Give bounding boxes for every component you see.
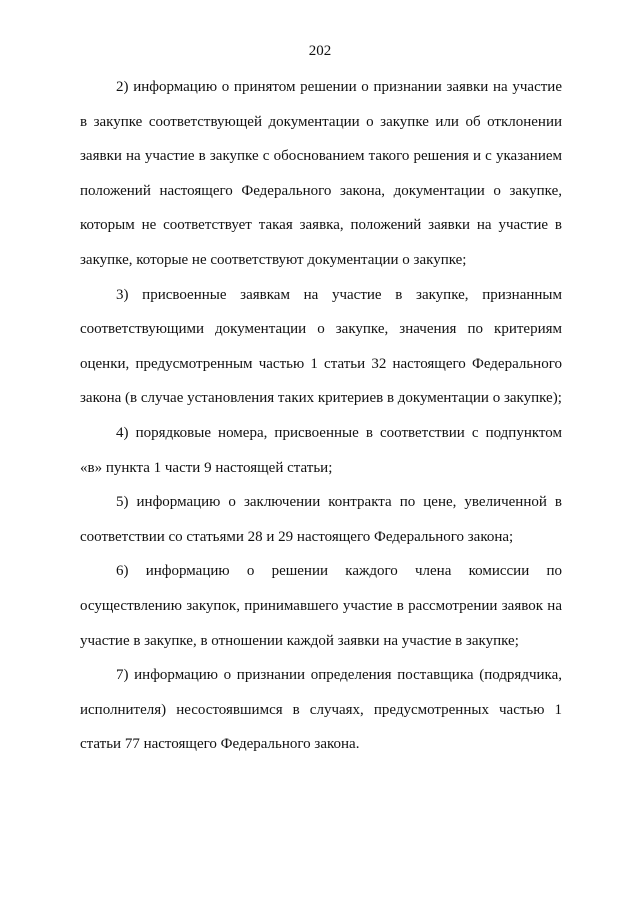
- paragraph-item-6: 6) информацию о решении каждого члена комиссии по осуществлению закупок, принимавшего участие в рассмотрении заявок на участие в закупке, в отношении каждой заявки на участие в закупке;: [80, 563, 562, 649]
- page-number: 202: [308, 43, 332, 59]
- paragraph-item-5: 5) информацию о заключении контракта по цене, увеличенной в соответствии со статьями 28 и 29 настоящего Федерального закона;: [80, 494, 562, 545]
- paragraph-item-3: 3) присвоенные заявкам на участие в закупке, признанным соответствующими документации о закупке, значения по критериям оценки, предусмотренным частью 1 статьи 32 настоящего Федерального закона (в случае установления таких критериев в документации о закупке);: [80, 286, 562, 407]
- document-body: [80, 70, 562, 762]
- paragraph-item-4: 4) порядковые номера, присвоенные в соответствии с подпунктом «в» пункта 1 части 9 настоящей статьи;: [80, 424, 562, 476]
- paragraph-item-2: 2) информацию о принятом решении о признании заявки на участие в закупке соответствующей документации о закупке или об отклонении заявки на участие в закупке с обоснованием такого решения и с указанием положений настоящего Федерального закона, документации о закупке, которым не соответствует такая заявка, положений заявки на участие в закупке, которые не соответствуют документации о закупке;: [80, 79, 562, 268]
- paragraph-item-7: 7) информацию о признании определения поставщика (подрядчика, исполнителя) несостоявшимся в случаях, предусмотренных частью 1 статьи 77 настоящего Федерального закона.: [80, 667, 562, 753]
